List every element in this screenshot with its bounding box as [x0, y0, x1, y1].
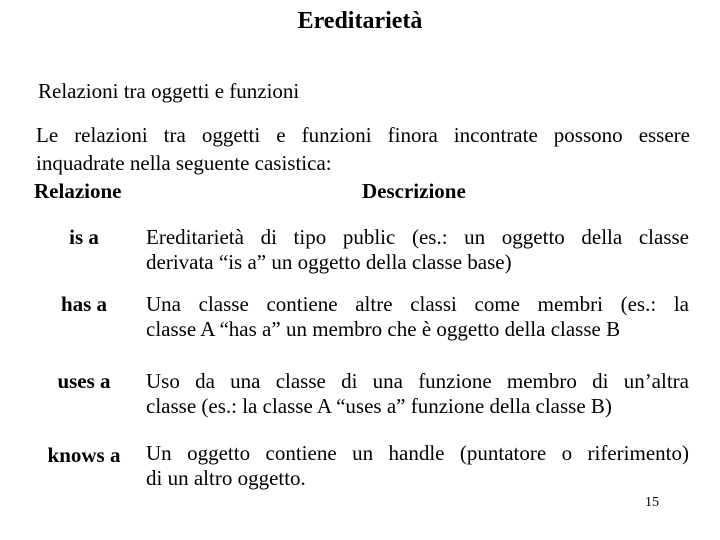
page-number: 15 — [645, 495, 659, 510]
relation-term: uses a — [57, 369, 111, 393]
table-header-relation: Relazione — [34, 179, 122, 203]
description-line: Una classe contiene altre classi come membri (es.: la — [146, 292, 689, 316]
description-line: classe A “has a” un membro che è oggetto della classe B — [146, 317, 621, 341]
table-header-description: Descrizione — [362, 179, 466, 203]
relation-term: has a — [60, 292, 108, 316]
intro-line-1: Le relazioni tra oggetti e funzioni finora incontrate possono essere — [36, 123, 690, 147]
description-line: derivata “is a” un oggetto della classe base) — [146, 250, 512, 274]
relation-description — [146, 225, 689, 275]
relation-description — [146, 292, 689, 342]
description-line: Ereditarietà di tipo public (es.: un oggetto della classe — [146, 225, 689, 249]
relation-description — [146, 441, 689, 491]
relation-term: knows a — [47, 443, 121, 467]
intro-line-2: inquadrate nella seguente casistica: — [36, 151, 332, 175]
slide-subtitle: Relazioni tra oggetti e funzioni — [38, 79, 300, 103]
relation-term: is a — [69, 225, 99, 249]
description-line: Uso da una classe di una funzione membro di un’altra — [146, 369, 689, 393]
relation-description — [146, 369, 689, 419]
description-line: classe (es.: la classe A “uses a” funzione della classe B) — [146, 394, 612, 418]
description-line: di un altro oggetto. — [146, 466, 306, 490]
slide-title: Ereditarietà — [297, 8, 423, 34]
description-line: Un oggetto contiene un handle (puntatore o riferimento) — [146, 441, 689, 465]
